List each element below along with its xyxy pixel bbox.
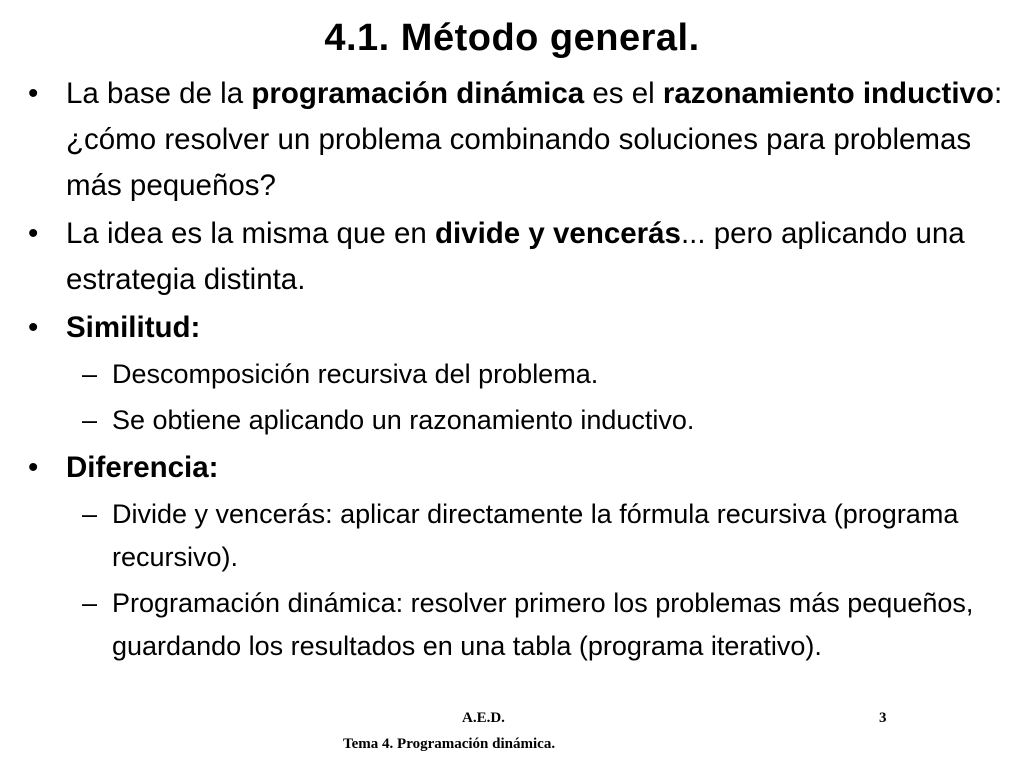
sub-bullet-text: Descomposición recursiva del problema. xyxy=(112,359,599,389)
bullet-text: : ¿cómo resolver un problema combinando soluciones para problemas más pequeños? xyxy=(66,77,1003,202)
bold-term: Similitud: xyxy=(66,311,201,344)
bold-term: divide y vencerás xyxy=(434,217,681,250)
bullet-divide-y-venceras xyxy=(28,211,1008,303)
footer-course: A.E.D. xyxy=(462,710,505,726)
footer-page-number: 3 xyxy=(879,710,887,726)
sub-bullet-marker: – xyxy=(82,405,98,435)
sub-bullet-marker: – xyxy=(82,588,98,618)
bullet-marker: • xyxy=(28,451,39,484)
bullet-text: ... pero aplicando una estrategia distinta. xyxy=(66,217,965,296)
sub-bullet-descomposicion xyxy=(28,353,1008,396)
bold-term: Diferencia: xyxy=(66,451,219,484)
sub-bullet-text: Divide y vencerás: aplicar directamente la fórmula recursiva (programa recursivo). xyxy=(112,499,959,572)
bullet-text: La idea es la misma que en xyxy=(66,217,435,250)
slide-title: 4.1. Método general. xyxy=(324,17,700,59)
bullet-text: La base de la xyxy=(66,77,252,110)
sub-bullet-razonamiento xyxy=(28,399,1008,442)
bullet-marker: • xyxy=(28,217,39,250)
footer-topic: Tema 4. Programación dinámica. xyxy=(343,736,556,752)
slide-content xyxy=(28,71,1008,671)
sub-bullet-text: Se obtiene aplicando un razonamiento inductivo. xyxy=(112,405,695,435)
bullet-diferencia xyxy=(28,445,1008,491)
bullet-text: es el xyxy=(584,77,663,110)
sub-bullet-divide-y-venceras xyxy=(28,493,1008,579)
bold-term: programación dinámica xyxy=(251,77,585,110)
sub-bullet-marker: – xyxy=(82,499,98,529)
bullet-marker: • xyxy=(28,77,39,110)
bullet-programacion-dinamica xyxy=(28,71,1008,209)
bullet-similitud xyxy=(28,305,1008,351)
bold-term: razonamiento inductivo xyxy=(662,77,994,110)
sub-bullet-text: Programación dinámica: resolver primero los problemas más pequeños, guardando los resultados en una tabla (programa iterativo). xyxy=(112,588,974,661)
bullet-marker: • xyxy=(28,311,39,344)
sub-bullet-programacion-dinamica xyxy=(28,582,1008,668)
sub-bullet-marker: – xyxy=(82,359,98,389)
